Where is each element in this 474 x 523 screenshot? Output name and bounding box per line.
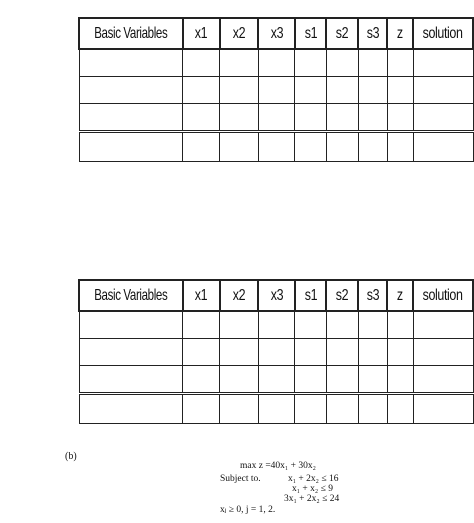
table-cell[interactable] bbox=[295, 311, 327, 339]
table-cell[interactable] bbox=[413, 394, 473, 424]
table-cell[interactable] bbox=[183, 339, 220, 366]
subject-to-label: Subject to. bbox=[220, 474, 261, 484]
table-cell[interactable] bbox=[387, 339, 413, 366]
table-cell[interactable] bbox=[258, 132, 294, 162]
header-basic-variables: Basic Variables bbox=[79, 18, 183, 49]
table-cell[interactable] bbox=[295, 339, 327, 366]
table-cell[interactable] bbox=[220, 311, 259, 339]
table-cell[interactable] bbox=[413, 49, 473, 77]
header-x1: x1 bbox=[183, 280, 220, 311]
table-cell[interactable] bbox=[79, 311, 183, 339]
header-basic-variables: Basic Variables bbox=[79, 280, 183, 311]
table-cell[interactable] bbox=[358, 77, 387, 104]
table-row bbox=[79, 366, 473, 394]
header-s1: s1 bbox=[295, 18, 327, 49]
table-cell[interactable] bbox=[220, 132, 259, 162]
table-cell[interactable] bbox=[326, 394, 358, 424]
header-x2: x2 bbox=[220, 18, 259, 49]
table-cell[interactable] bbox=[183, 132, 220, 162]
table-cell[interactable] bbox=[326, 104, 358, 132]
table-cell[interactable] bbox=[183, 394, 220, 424]
table-cell[interactable] bbox=[79, 339, 183, 366]
part-label: (b) bbox=[65, 451, 77, 462]
table-cell[interactable] bbox=[295, 132, 327, 162]
table-cell[interactable] bbox=[413, 77, 473, 104]
header-x3: x3 bbox=[258, 18, 294, 49]
table-header-row bbox=[79, 18, 473, 49]
table-row bbox=[79, 339, 473, 366]
table-cell[interactable] bbox=[220, 339, 259, 366]
table-row-z bbox=[79, 132, 473, 162]
header-s3: s3 bbox=[358, 280, 387, 311]
table-cell[interactable] bbox=[183, 366, 220, 394]
table-cell[interactable] bbox=[387, 49, 413, 77]
table-cell[interactable] bbox=[326, 132, 358, 162]
table-cell[interactable] bbox=[358, 104, 387, 132]
table-cell[interactable] bbox=[220, 394, 259, 424]
table-cell[interactable] bbox=[220, 49, 259, 77]
table-cell[interactable] bbox=[295, 366, 327, 394]
table-row bbox=[79, 311, 473, 339]
constraint-2: x₁ + x₂ ≤ 9 bbox=[292, 484, 333, 494]
table-cell[interactable] bbox=[183, 49, 220, 77]
table-cell[interactable] bbox=[387, 77, 413, 104]
table-cell[interactable] bbox=[79, 104, 183, 132]
header-x2: x2 bbox=[220, 280, 259, 311]
table-cell[interactable] bbox=[413, 339, 473, 366]
table-cell[interactable] bbox=[79, 77, 183, 104]
header-x1: x1 bbox=[183, 18, 220, 49]
table-cell[interactable] bbox=[79, 49, 183, 77]
header-s2: s2 bbox=[326, 280, 358, 311]
table-cell[interactable] bbox=[258, 394, 294, 424]
header-s2: s2 bbox=[326, 18, 358, 49]
table-cell[interactable] bbox=[220, 104, 259, 132]
table-cell[interactable] bbox=[258, 339, 294, 366]
table-cell[interactable] bbox=[220, 366, 259, 394]
table-row bbox=[79, 77, 473, 104]
header-z: z bbox=[387, 280, 413, 311]
table-cell[interactable] bbox=[358, 311, 387, 339]
table-cell[interactable] bbox=[358, 339, 387, 366]
header-solution: solution bbox=[413, 18, 473, 49]
table-cell[interactable] bbox=[258, 311, 294, 339]
table-cell[interactable] bbox=[413, 132, 473, 162]
table-cell[interactable] bbox=[183, 311, 220, 339]
table-row bbox=[79, 49, 473, 77]
header-z: z bbox=[387, 18, 413, 49]
simplex-table-1 bbox=[78, 17, 474, 162]
simplex-table-2 bbox=[78, 279, 474, 424]
table-cell[interactable] bbox=[79, 366, 183, 394]
nonnegativity-constraint: xⱼ ≥ 0, j = 1, 2. bbox=[220, 505, 276, 515]
table-cell[interactable] bbox=[358, 132, 387, 162]
header-s3: s3 bbox=[358, 18, 387, 49]
objective-function: max z =40x₁ + 30x₂ bbox=[240, 461, 316, 471]
table-cell[interactable] bbox=[79, 132, 183, 162]
table-row-z bbox=[79, 394, 473, 424]
constraint-1: x₁ + 2x₂ ≤ 16 bbox=[288, 474, 339, 484]
table-cell[interactable] bbox=[358, 394, 387, 424]
table-row bbox=[79, 104, 473, 132]
table-cell[interactable] bbox=[258, 366, 294, 394]
table-header-row bbox=[79, 280, 473, 311]
header-x3: x3 bbox=[258, 280, 294, 311]
table-cell[interactable] bbox=[220, 77, 259, 104]
table-cell[interactable] bbox=[183, 77, 220, 104]
table-cell[interactable] bbox=[387, 394, 413, 424]
table-cell[interactable] bbox=[258, 77, 294, 104]
table-cell[interactable] bbox=[413, 366, 473, 394]
header-s1: s1 bbox=[295, 280, 327, 311]
table-cell[interactable] bbox=[387, 132, 413, 162]
table-cell[interactable] bbox=[326, 77, 358, 104]
table-cell[interactable] bbox=[326, 366, 358, 394]
table-cell[interactable] bbox=[79, 394, 183, 424]
table-cell[interactable] bbox=[387, 366, 413, 394]
table-cell[interactable] bbox=[326, 311, 358, 339]
table-cell[interactable] bbox=[387, 104, 413, 132]
table-cell[interactable] bbox=[413, 104, 473, 132]
table-cell[interactable] bbox=[295, 77, 327, 104]
constraint-3: 3x₁ + 2x₂ ≤ 24 bbox=[284, 494, 340, 504]
table-cell[interactable] bbox=[295, 104, 327, 132]
table-cell[interactable] bbox=[387, 311, 413, 339]
table-cell[interactable] bbox=[358, 366, 387, 394]
table-cell[interactable] bbox=[413, 311, 473, 339]
table-cell[interactable] bbox=[258, 104, 294, 132]
header-solution: solution bbox=[413, 280, 473, 311]
table-cell[interactable] bbox=[183, 104, 220, 132]
table-cell[interactable] bbox=[326, 339, 358, 366]
table-cell[interactable] bbox=[295, 394, 327, 424]
table-cell[interactable] bbox=[295, 49, 327, 77]
table-cell[interactable] bbox=[258, 49, 294, 77]
table-cell[interactable] bbox=[358, 49, 387, 77]
table-cell[interactable] bbox=[326, 49, 358, 77]
